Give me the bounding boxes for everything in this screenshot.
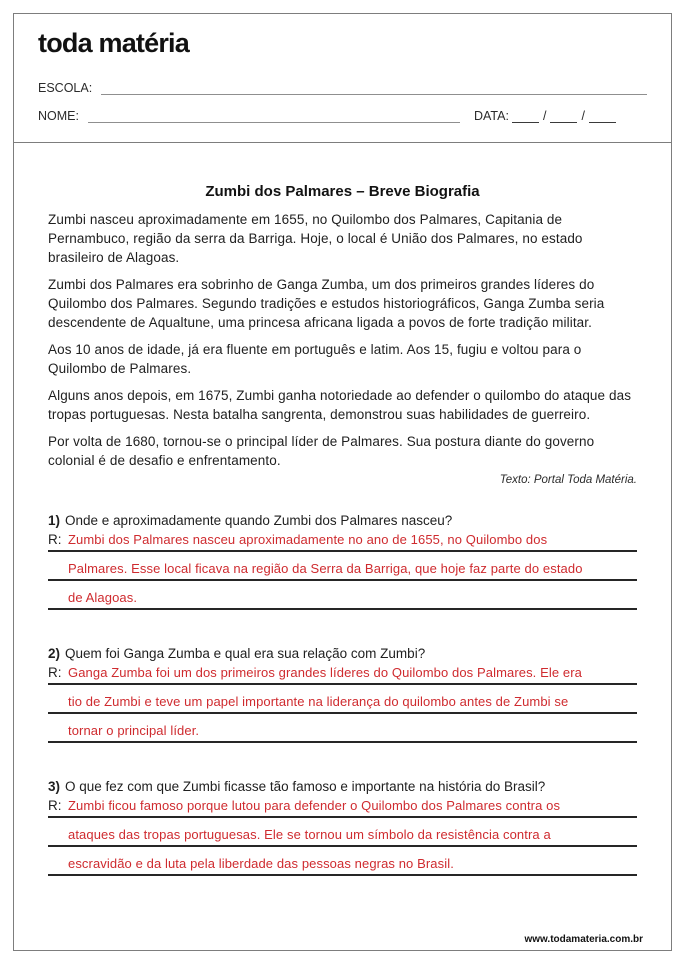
- answer-line: [48, 796, 637, 818]
- question-2: [48, 644, 637, 743]
- answer-text: de Alagoas.: [68, 590, 138, 605]
- answer-prefix: R:: [48, 532, 62, 547]
- answer-line: [48, 581, 637, 610]
- question-1-text: 1) Onde e aproximadamente quando Zumbi dos Palmares nasceu?: [48, 513, 453, 528]
- answer-text: tornar o principal líder.: [68, 723, 200, 738]
- header: [14, 14, 671, 143]
- question-1-number: 1): [48, 513, 61, 528]
- bio-paragraph-4: Alguns anos depois, em 1675, Zumbi ganha notoriedade ao defender o quilombo do ataque das tropas portuguesas. Nesta batalha sangrenta, demonstrou suas habilidades de guerreiro.: [48, 388, 632, 422]
- question-1: [48, 511, 637, 610]
- answer-prefix: R:: [48, 665, 62, 680]
- date-day-blank: [512, 109, 539, 123]
- date-month-blank: [550, 109, 577, 123]
- answer-text: Palmares. Esse local ficava na região da Serra da Barriga, que hoje faz parte do estado: [68, 561, 583, 576]
- answer-text: escravidão e da luta pela liberdade das pessoas negras no Brasil.: [68, 856, 454, 871]
- text-credit: Texto: Portal Toda Matéria.: [499, 474, 637, 486]
- answer-line: [48, 530, 637, 552]
- answer-line: [48, 552, 637, 581]
- bio-paragraph-5: Por volta de 1680, tornou-se o principal líder de Palmares. Sua postura diante do governo colonial é de desafio e enfrentamento.: [48, 434, 595, 468]
- answer-line: [48, 663, 637, 685]
- answer-line: [48, 714, 637, 743]
- answer-text: Ganga Zumba foi um dos primeiros grandes líderes do Quilombo dos Palmares. Ele era: [68, 665, 582, 680]
- bio-paragraph-3: Aos 10 anos de idade, já era fluente em português e latim. Aos 15, fugiu e voltou para o Quilombo de Palmares.: [48, 342, 582, 376]
- worksheet-page: [13, 13, 672, 951]
- date-year-blank: [589, 109, 616, 123]
- worksheet-body: [14, 183, 671, 876]
- answer-prefix: R:: [48, 798, 62, 813]
- school-row: [38, 81, 647, 95]
- bio-paragraph-1: Zumbi nasceu aproximadamente em 1655, no Quilombo dos Palmares, Capitania de Pernambuco, região da serra da Barriga. Hoje, o local é União dos Palmares, no estado brasileiro de Alagoas.: [48, 212, 583, 265]
- name-blank-line: [88, 109, 460, 123]
- date-separator: /: [581, 109, 585, 123]
- bio-paragraph-2: Zumbi dos Palmares era sobrinho de Ganga Zumba, um dos primeiros grandes líderes do Quilombo dos Palmares. Segundo tradições e estudos historiográficos, Ganga Zumba seria descendente de Aqualtune, uma princesa africana ligada a povos de forte tradição militar.: [48, 277, 605, 330]
- answer-line: [48, 685, 637, 714]
- question-3: [48, 777, 637, 876]
- question-2-text: 2) Quem foi Ganga Zumba e qual era sua relação com Zumbi?: [48, 646, 426, 661]
- name-label: NOME:: [38, 109, 79, 123]
- website-url: www.todamateria.com.br: [524, 934, 643, 945]
- question-3-number: 3): [48, 779, 61, 794]
- question-3-text: 3) O que fez com que Zumbi ficasse tão famoso e importante na história do Brasil?: [48, 779, 546, 794]
- answer-line: [48, 818, 637, 847]
- answer-text: tio de Zumbi e teve um papel importante na liderança do quilombo antes de Zumbi se: [68, 694, 569, 709]
- name-date-row: [38, 109, 647, 123]
- question-2-number: 2): [48, 646, 61, 661]
- answer-line: [48, 847, 637, 876]
- answer-text: ataques das tropas portuguesas. Ele se tornou um símbolo da resistência contra a: [68, 827, 551, 842]
- date-separator: /: [542, 109, 547, 123]
- answer-text: Zumbi ficou famoso porque lutou para defender o Quilombo dos Palmares contra os: [68, 798, 561, 813]
- date-label: DATA:: [473, 109, 509, 123]
- school-label: ESCOLA:: [38, 81, 93, 95]
- school-blank-line: [101, 81, 647, 95]
- worksheet-title: Zumbi dos Palmares – Breve Biografia: [205, 183, 480, 200]
- answer-text: Zumbi dos Palmares nasceu aproximadamente no ano de 1655, no Quilombo dos: [68, 532, 548, 547]
- brand-logo: toda matéria: [38, 28, 189, 58]
